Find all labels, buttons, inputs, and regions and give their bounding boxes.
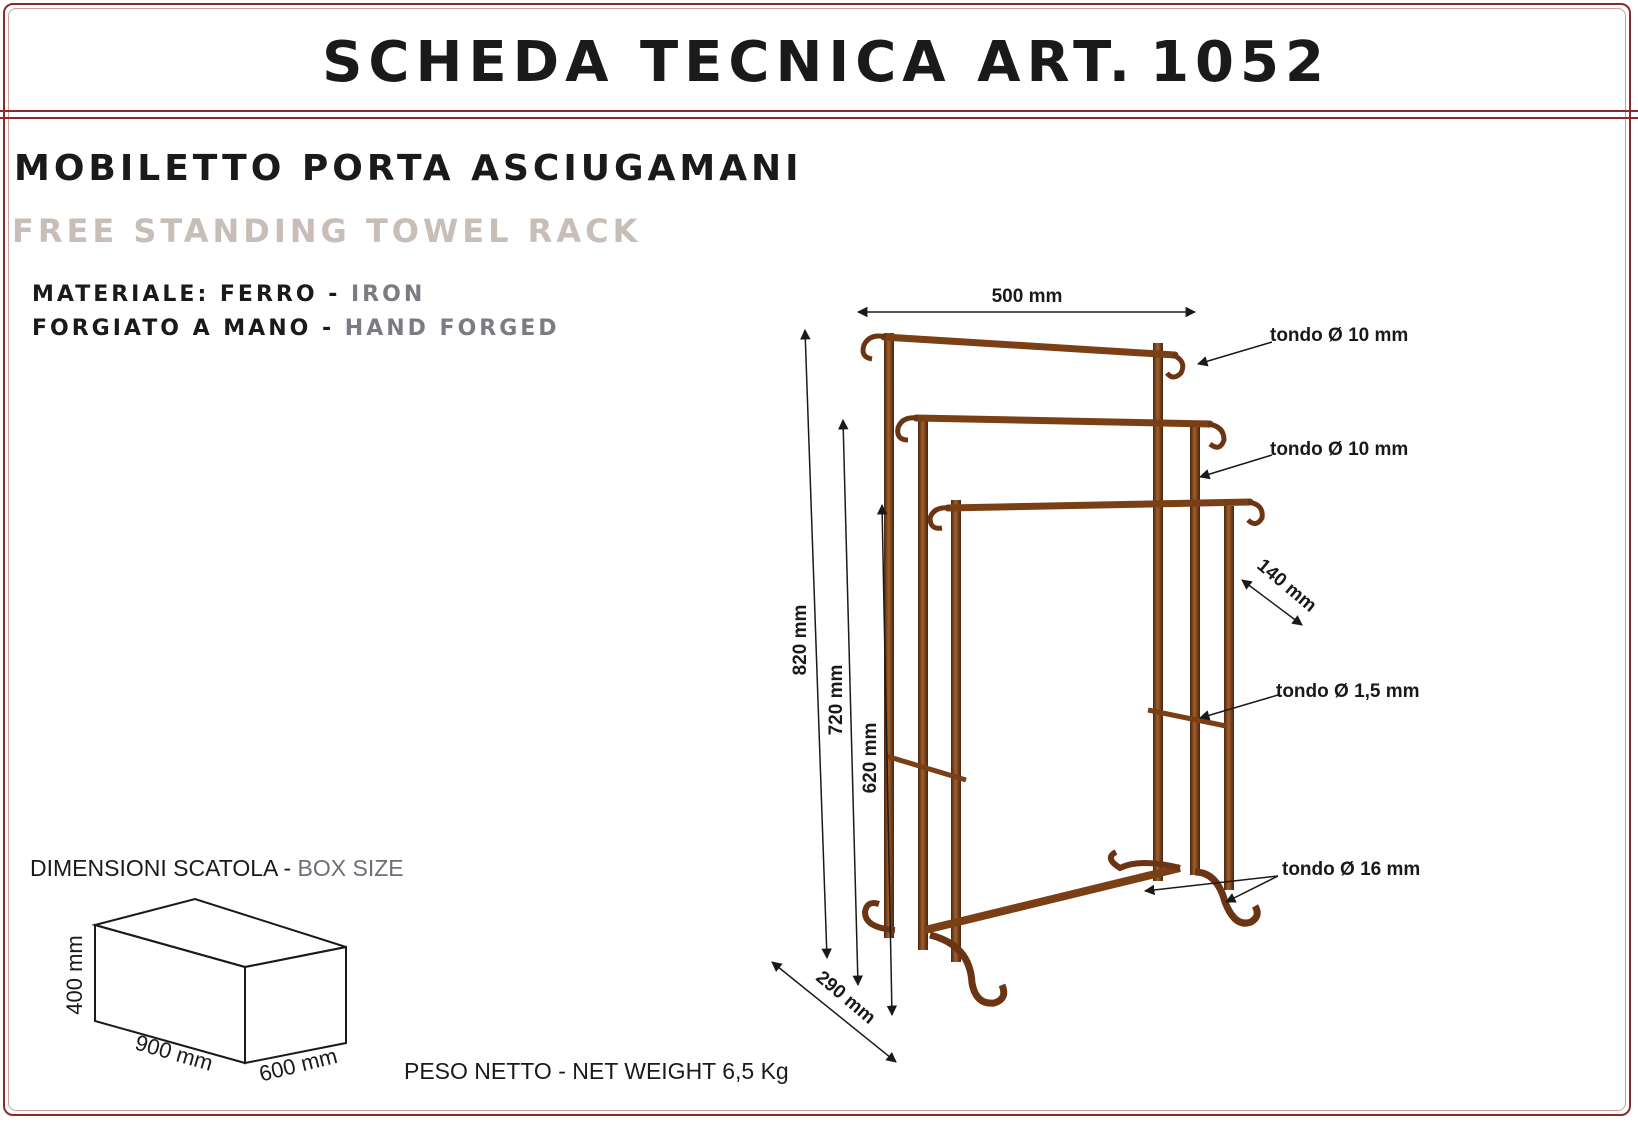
- right-rear-foot: [1111, 852, 1180, 868]
- box-length-label: 900 mm: [132, 1029, 216, 1076]
- callout-arrow-cross: [1200, 695, 1278, 718]
- back-right-scroll: [1167, 355, 1183, 377]
- callout-base: tondo Ø 16 mm: [1282, 859, 1421, 880]
- left-front-foot: [930, 935, 1004, 1003]
- article-number: 1052: [1150, 30, 1330, 95]
- dimension-lines: [772, 312, 1302, 1062]
- callout-middle-bar: tondo Ø 10 mm: [1270, 439, 1409, 460]
- box-title-english: BOX SIZE: [297, 855, 404, 881]
- callout-arrow-top: [1198, 342, 1272, 364]
- spec-forging-english: HAND FORGED: [344, 316, 560, 341]
- middle-top-bar: [916, 418, 1210, 424]
- product-name-english: FREE STANDING TOWEL RACK: [12, 212, 642, 250]
- front-top-bar: [948, 502, 1250, 508]
- spec-separator: -: [311, 316, 345, 341]
- width-label: 500 mm: [991, 286, 1063, 307]
- back-top-bar: [884, 337, 1175, 355]
- spec-forging-label: FORGIATO A MANO: [32, 316, 312, 341]
- height-820-label: 820 mm: [790, 604, 811, 676]
- spec-material-english: IRON: [351, 282, 426, 307]
- spec-material-label: MATERIALE: FERRO: [32, 282, 318, 307]
- product-name-italian: MOBILETTO PORTA ASCIUGAMANI: [14, 148, 803, 189]
- box-title-italian: DIMENSIONI SCATOLA: [30, 855, 278, 881]
- box-depth-label: 600 mm: [256, 1042, 340, 1087]
- middle-right-leg: [1190, 423, 1200, 875]
- middle-right-scroll: [1208, 424, 1224, 447]
- middle-left-leg: [918, 415, 928, 950]
- box-height-label: 400 mm: [62, 935, 87, 1015]
- rack-front-frame: [930, 500, 1262, 962]
- callout-arrow-middle: [1200, 455, 1272, 477]
- spacing-label: 140 mm: [1252, 554, 1321, 617]
- callout-top-bar: tondo Ø 10 mm: [1270, 325, 1409, 346]
- height-720-label: 720 mm: [826, 664, 847, 736]
- callout-cross-tie: tondo Ø 1,5 mm: [1276, 681, 1420, 702]
- spec-separator: -: [317, 282, 351, 307]
- title-text: SCHEDA TECNICA ART.: [322, 30, 1137, 95]
- height-620-label: 620 mm: [860, 722, 881, 794]
- front-right-leg: [1224, 506, 1234, 890]
- net-weight: PESO NETTO - NET WEIGHT 6,5 Kg: [404, 1058, 789, 1084]
- base-stretcher: [925, 868, 1180, 930]
- box-title-separator: -: [277, 855, 298, 881]
- depth-label: 290 mm: [811, 966, 880, 1029]
- front-left-leg: [951, 500, 961, 962]
